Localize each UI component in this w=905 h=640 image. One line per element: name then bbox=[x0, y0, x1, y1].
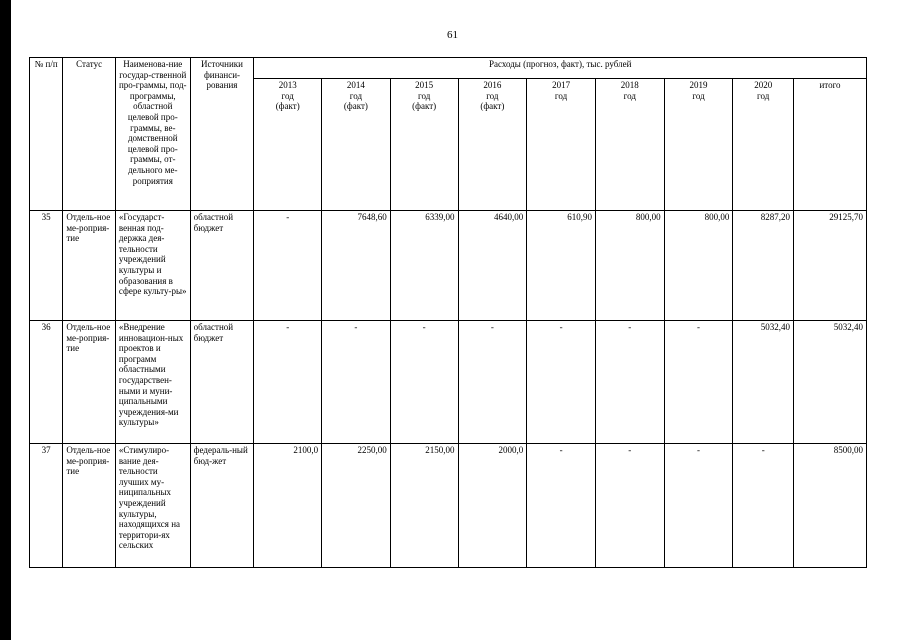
value-2015: - bbox=[390, 321, 458, 444]
year-kind: (факт) bbox=[480, 101, 505, 112]
value-2018: - bbox=[595, 444, 664, 568]
budget-table bbox=[29, 57, 867, 568]
year-kind: (факт) bbox=[343, 101, 368, 112]
year-label: 2019 bbox=[689, 80, 708, 90]
value-2015: 2150,00 bbox=[390, 444, 458, 568]
year-unit: год bbox=[417, 90, 431, 101]
row-num: 35 bbox=[30, 211, 63, 321]
year-label: 2020 bbox=[754, 80, 773, 90]
value-2018: - bbox=[595, 321, 664, 444]
page-number: 61 bbox=[447, 29, 458, 41]
year-unit: год bbox=[281, 90, 294, 101]
year-label: 2018 bbox=[620, 80, 639, 90]
year-unit: год bbox=[623, 90, 636, 101]
value-2014: 2250,00 bbox=[322, 444, 391, 568]
year-unit: год bbox=[486, 90, 499, 101]
year-header-2015 bbox=[390, 79, 458, 211]
year-header-2019 bbox=[664, 79, 733, 211]
header-total: итого bbox=[794, 79, 867, 211]
row-status: Отдель-ное ме-роприя-тие bbox=[63, 211, 116, 321]
table-row bbox=[30, 211, 867, 321]
value-total: 8500,00 bbox=[794, 444, 867, 568]
value-2017: - bbox=[527, 321, 596, 444]
year-label: 2016 bbox=[483, 80, 502, 90]
table-row bbox=[30, 321, 867, 444]
value-2017: 610,90 bbox=[527, 211, 596, 321]
year-unit: год bbox=[692, 90, 705, 101]
row-source: федераль-ный бюд-жет bbox=[190, 444, 254, 568]
row-name: «Внедрение инновацион-ных проектов и программ областными государствен-ными и муни-ципальными учреждения-ми культуры» bbox=[115, 321, 190, 444]
header-name: Наименова-ние государ-ственной про-граммы, под-программы, областной целевой про-граммы, ве-домственной целевой про-граммы, от-дельного ме-роприятия bbox=[115, 58, 190, 211]
value-total: 29125,70 bbox=[794, 211, 867, 321]
year-label: 2015 bbox=[415, 80, 434, 90]
row-num: 37 bbox=[30, 444, 63, 568]
row-name: «Стимулиро-вание дея-тельности лучших му-ниципальных учреждений культуры, находящихся на территори-ях сельских bbox=[115, 444, 190, 568]
year-kind: (факт) bbox=[412, 101, 437, 112]
value-2016: - bbox=[458, 321, 527, 444]
row-name: «Государст-венная под-держка дея-тельности учреждений культуры и образования в сфере культу-ры» bbox=[115, 211, 190, 321]
value-2016: 4640,00 bbox=[458, 211, 527, 321]
value-2019: - bbox=[664, 444, 733, 568]
value-2019: - bbox=[664, 321, 733, 444]
value-2013: - bbox=[254, 321, 322, 444]
row-status: Отдель-ное ме-роприя-тие bbox=[63, 444, 116, 568]
year-label: 2013 bbox=[278, 80, 297, 90]
header-status: Статус bbox=[63, 58, 116, 211]
table-row bbox=[30, 444, 867, 568]
year-unit: год bbox=[554, 90, 568, 101]
row-num: 36 bbox=[30, 321, 63, 444]
year-kind: (факт) bbox=[275, 101, 300, 112]
year-header-2020 bbox=[733, 79, 794, 211]
value-2013: 2100,0 bbox=[254, 444, 322, 568]
value-2017: - bbox=[527, 444, 596, 568]
year-unit: год bbox=[757, 90, 770, 101]
year-label: 2014 bbox=[346, 80, 365, 90]
year-header-2018 bbox=[595, 79, 664, 211]
row-source: областной бюджет bbox=[190, 211, 254, 321]
year-label: 2017 bbox=[552, 80, 571, 90]
value-2020: 8287,20 bbox=[733, 211, 794, 321]
year-unit: год bbox=[349, 90, 363, 101]
year-header-2014 bbox=[322, 79, 391, 211]
scan-edge-border bbox=[0, 0, 11, 640]
year-header-2016 bbox=[458, 79, 527, 211]
value-2013: - bbox=[254, 211, 322, 321]
value-2020: - bbox=[733, 444, 794, 568]
value-2019: 800,00 bbox=[664, 211, 733, 321]
row-source: областной бюджет bbox=[190, 321, 254, 444]
value-2020: 5032,40 bbox=[733, 321, 794, 444]
value-2014: - bbox=[322, 321, 391, 444]
value-2016: 2000,0 bbox=[458, 444, 527, 568]
value-total: 5032,40 bbox=[794, 321, 867, 444]
value-2018: 800,00 bbox=[595, 211, 664, 321]
value-2015: 6339,00 bbox=[390, 211, 458, 321]
value-2014: 7648,60 bbox=[322, 211, 391, 321]
year-header-2013 bbox=[254, 79, 322, 211]
header-row-1 bbox=[30, 58, 867, 79]
row-status: Отдель-ное ме-роприя-тие bbox=[63, 321, 116, 444]
year-header-2017 bbox=[527, 79, 596, 211]
header-expenses: Расходы (прогноз, факт), тыс. рублей bbox=[254, 58, 867, 79]
header-source: Источники финанси-рования bbox=[190, 58, 254, 211]
header-num: № п/п bbox=[30, 58, 63, 211]
